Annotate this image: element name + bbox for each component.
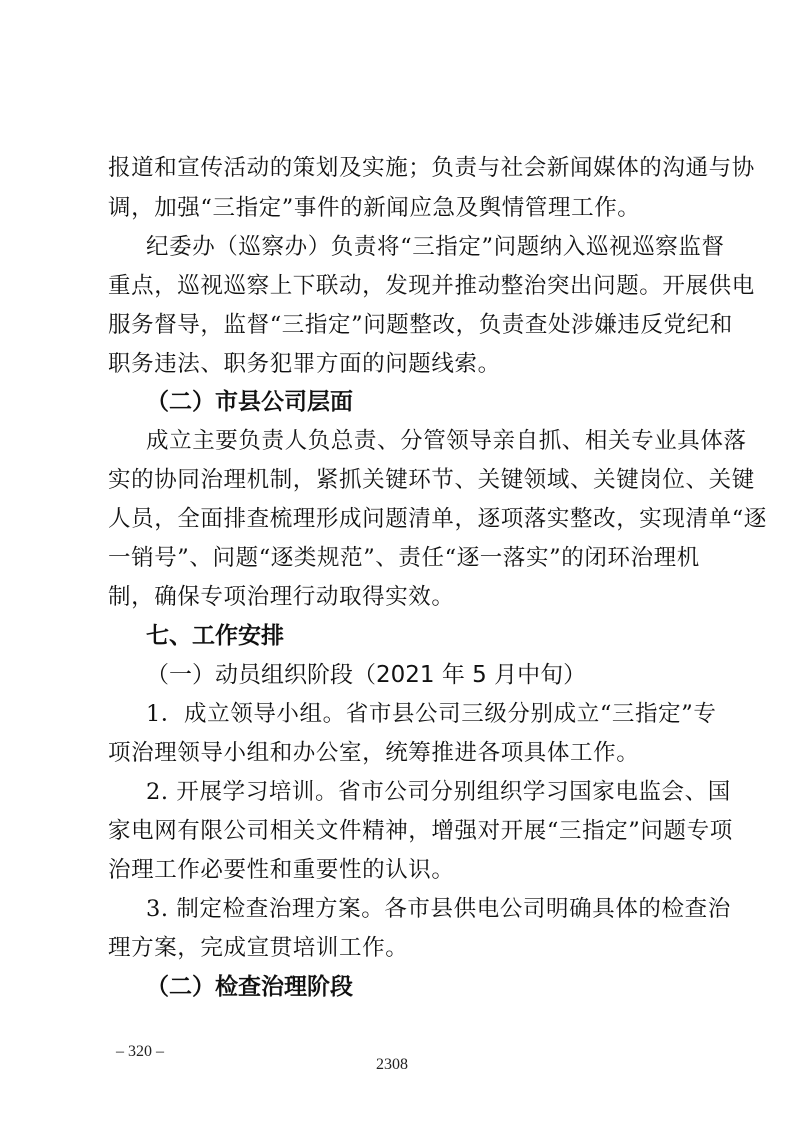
paragraph-line: 制，确保专项治理行动取得实效。 [108,584,455,610]
paragraph-line: 项治理领导小组和办公室，统筹推进各项具体工作。 [108,740,640,766]
paragraph-line: 治理工作必要性和重要性的认识。 [108,857,455,883]
paragraph-line: 调，加强“三指定”事件的新闻应急及舆情管理工作。 [108,195,641,221]
paragraph-line: 1．成立领导小组。省市县公司三级分别成立“三指定”专 [146,701,717,727]
paragraph-line: 3. 制定检查治理方案。各市县供电公司明确具体的检查治 [146,896,731,922]
paragraph-line: 职务违法、职务犯罪方面的问题线索。 [108,351,501,377]
section-heading: （一）动员组织阶段（2021 年 5 月中旬） [146,662,587,688]
page-number-center: 2308 [376,1056,408,1073]
paragraph-line: 家电网有限公司相关文件精神，增强对开展“三指定”问题专项 [108,818,733,844]
paragraph-line: 实的协同治理机制，紧抓关键环节、关键领域、关键岗位、关键 [108,467,755,493]
paragraph-line: 服务督导，监督“三指定”问题整改，负责查处涉嫌违反党纪和 [108,312,733,338]
paragraph-line: 纪委办（巡察办）负责将“三指定”问题纳入巡视巡察监督 [146,234,725,260]
section-heading: （二）市县公司层面 [146,389,353,415]
paragraph-line: 人员，全面排查梳理形成问题清单，逐项落实整改，实现清单“逐 [108,506,767,532]
paragraph-line: 理方案，完成宣贯培训工作。 [108,935,409,961]
paragraph-line: 一销号”、问题“逐类规范”、责任“逐一落实”的闭环治理机 [108,545,700,571]
paragraph-line: 重点，巡视巡察上下联动，发现并推动整治突出问题。开展供电 [108,273,755,299]
chapter-heading: 七、工作安排 [146,623,284,649]
paragraph-line: 报道和宣传活动的策划及实施；负责与社会新闻媒体的沟通与协 [108,155,755,181]
page-number-left: – 320 – [116,1043,164,1060]
section-heading: （二）检查治理阶段 [146,974,353,1000]
paragraph-line: 2. 开展学习培训。省市公司分别组织学习国家电监会、国 [146,779,731,805]
paragraph-line: 成立主要负责人负总责、分管领导亲自抓、相关专业具体落 [146,428,747,454]
